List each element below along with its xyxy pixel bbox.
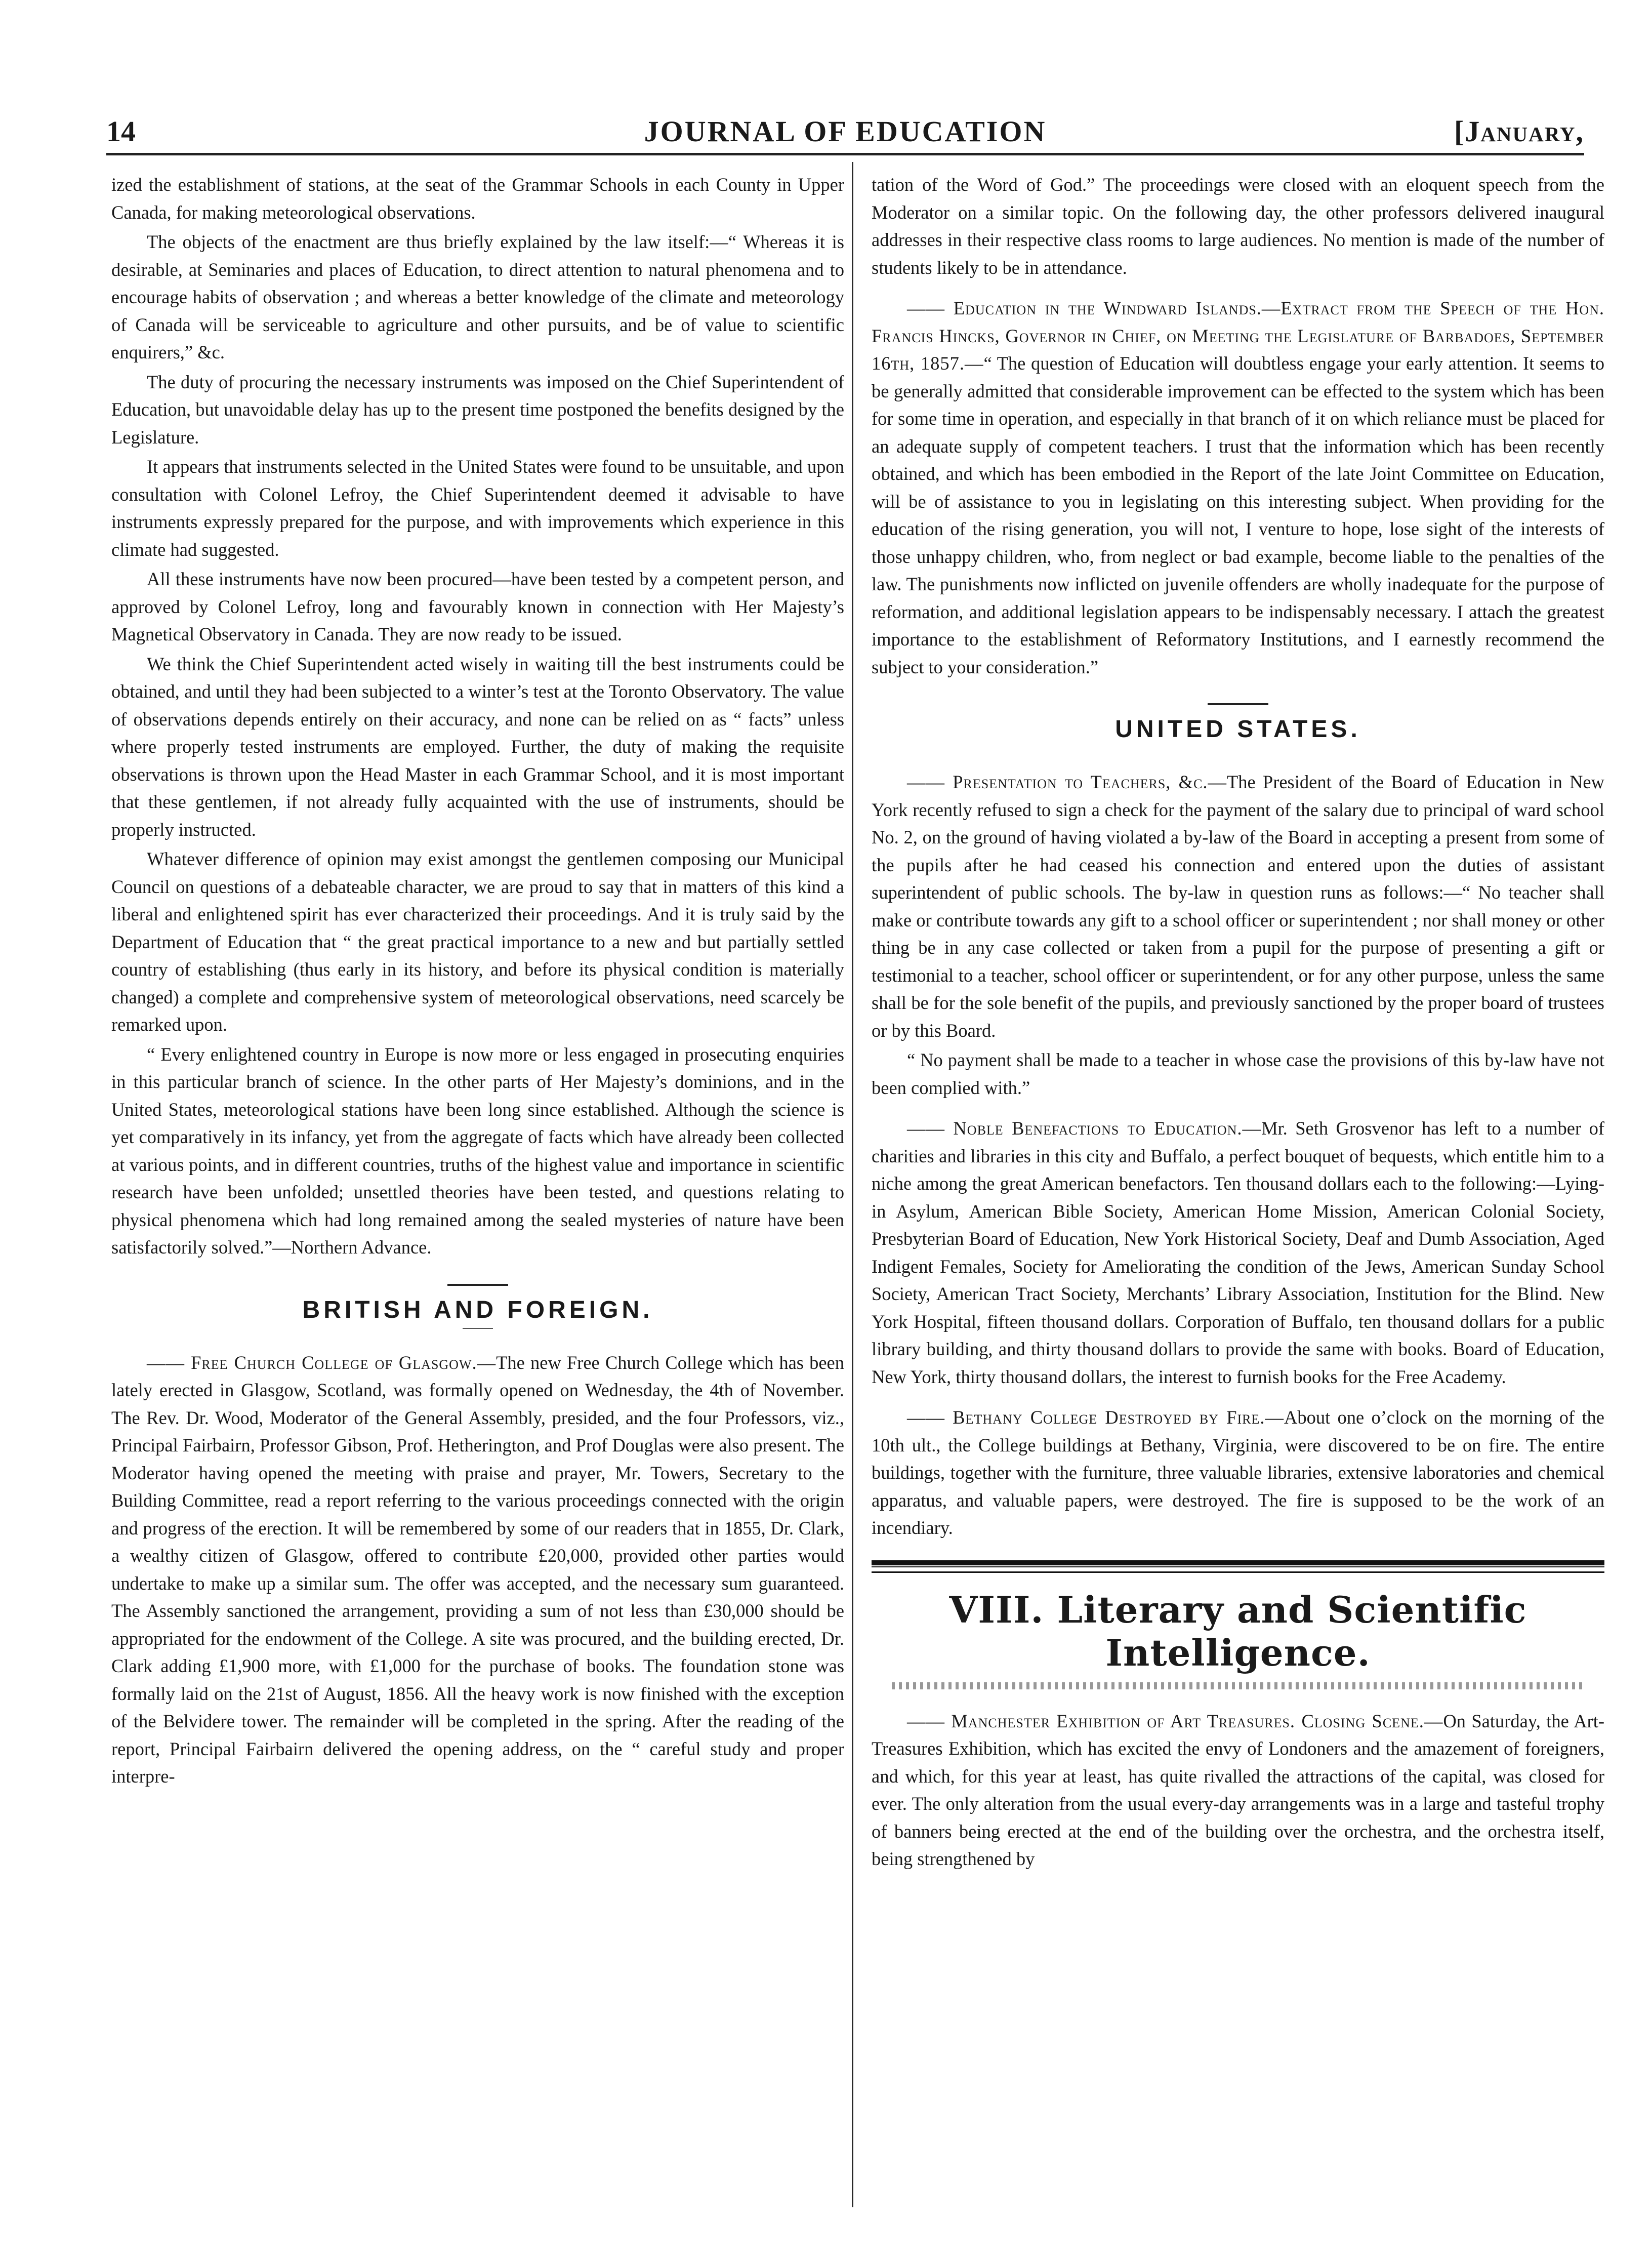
- paragraph: Whatever difference of opinion may exist amongst the gentlemen composing our Municipal Council on questions of a debateable character, we are proud to say that in matters of this kind a liberal and enlightened spirit has ever characterized their proceedings. And it is truly said by the Department of Education that “ the great practical importance to a new and but partially settled country of establishing (thus early in its history, and before its physical condition is materially changed) a complete and comprehensive system of meteorological observations, need scarcely be remarked upon.: [111, 848, 844, 1035]
- journal-title: JOURNAL OF EDUCATION: [644, 115, 1047, 148]
- section-heading-united-states: UNITED STATES.: [1115, 716, 1361, 743]
- article-noble-benefactions: [872, 1115, 1604, 1391]
- article-manchester-exhibition: [872, 1708, 1604, 1873]
- article-text: The President of the Board of Education in New York recently refused to sign a check for the payment of the salary due to principal of ward school No. 2, on the ground of having violated a by-law of the Board in accepting a present from some of the pupils after he had ceased his connection and entered upon the duties of assistant superintendent of public schools. The by-law in question runs as follows:—“ No teacher shall make or contribute towards any gift to a school officer or superintendent ; nor shall money or other thing be in any case collected or taken from a pupil for the purpose of presenting a gift or testimonial to a teacher, school officer or superintendent, or for any other purpose, unless the same shall be for the sole benefit of the pupils, and previously sanctioned by the proper board of trustees or by this Board.: [872, 772, 1604, 1041]
- article-windward-islands: [872, 295, 1604, 681]
- article-text: “ The question of Education will doubtless engage your early attention. It seems to be generally admitted that considerable improvement can be effected to the system which has been for some time in operation, and especially in that branch of it on which reliance must be placed for an adequate supply of competent teachers. I trust that the information which has been recently obtained, and which has been embodied in the Report of the late Joint Committee on Education, will be of assistance to you in legislating on this interesting subject. When providing for the education of the rising generation, you will not, I venture to hope, lose sight of the interests of those unhappy children, who, from neglect or bad example, become liable to the penalties of the law. The punishments now inflicted on juvenile offenders are wholly inadequate for the purpose of reformation, and additional legislation appears to be indispensably necessary. I attach the greatest importance to the establishment of Reformatory Institutions, and I earnestly recommend the subject to your consideration.”: [872, 353, 1604, 677]
- section-rule: [447, 1284, 508, 1286]
- article-presentation-to-teachers: [872, 769, 1604, 1044]
- right-column: [872, 171, 1604, 1873]
- paragraph: ized the establishment of stations, at the seat of the Grammar Schools in each County in Upper Canada, for making meteorological observations.: [111, 174, 844, 223]
- column-divider: [852, 162, 853, 2207]
- double-rule-thin: [872, 1571, 1604, 1573]
- section-rule: [1208, 703, 1268, 705]
- left-column: [111, 171, 844, 1791]
- ornament-rule: [463, 1328, 493, 1329]
- article-bethany-college: [872, 1404, 1604, 1542]
- article-text: The new Free Church College which has been lately erected in Glasgow, Scotland, was formally opened on Wednesday, the 4th of November. The Rev. Dr. Wood, Moderator of the General Assembly, presided, and the four Professors, viz., Principal Fairbairn, Professor Gibson, Prof. Hetherington, and Prof Douglas were also present. The Moderator having opened the meeting with praise and prayer, Mr. Towers, Secretary to the Building Committee, read a report referring to the various proceedings connected with the origin and progress of the erection. It will be remembered by some of our readers that in 1855, Dr. Clark, a wealthy citizen of Glasgow, offered to contribute £20,000, provided other parties would undertake to make up a similar sum. The offer was accepted, and the necessary sum guaranteed. The Assembly sanctioned the arrangement, providing a sum of not less than £30,000 should be appropriated for the endowment of the College. A site was procured, and the building erected, Dr. Clark adding £1,900 more, with £1,000 for the purchase of books. The foundation stone was formally laid on the 21st of August, 1856. All the heavy work is now finished with the exception of the Belvidere tower. The remainder will be completed in the spring. After the reading of the report, Principal Fairbairn delivered the opening address, on the “ careful study and proper interpre-: [111, 1352, 844, 1787]
- article-title: —— Education in the Windward Islands.—Extract from the Speech of the Hon. Francis Hincks, Governor in Chief, on Meeting the Legislature of Barbadoes, September 16th, 1857.—: [872, 298, 1604, 374]
- article-text: On Saturday, the Art-Treasures Exhibition, which has excited the envy of Londoners and the amazement of foreigners, and which, for this year at least, has quite rivalled the attractions of the capital, was closed for ever. The only alteration from the usual every-day arrangements was in a large and tasteful trophy of banners being erected at the end of the building over the orchestra, and the orchestra itself, being strengthened by: [872, 1710, 1605, 1869]
- paragraph: It appears that instruments selected in the United States were found to be unsuitable, and upon consultation with Colonel Lefroy, the Chief Superintendent deemed it advisable to have instruments expressly prepared for the purpose, and with improvements which experience in this climate had suggested.: [111, 456, 844, 560]
- double-rule: [872, 1560, 1604, 1568]
- wavy-rule: [892, 1682, 1584, 1689]
- article-title: —— Manchester Exhibition of Art Treasures. Closing Scene.—: [907, 1710, 1443, 1731]
- page-number: 14: [106, 115, 136, 148]
- header-rule: [106, 153, 1584, 155]
- section-heading-british-foreign: BRITISH AND FOREIGN.: [302, 1296, 653, 1323]
- section-heading-literary-scientific: VIII. Literary and Scientific Intelligence.: [949, 1588, 1527, 1674]
- paragraph: We think the Chief Superintendent acted wisely in waiting till the best instruments could be obtained, and until they had been subjected to a winter’s test at the Toronto Observatory. The value of observations depends entirely on their accuracy, and none can be relied on as “ facts” unless where properly tested instruments are employed. Further, the duty of making the requisite observations is thrown upon the Head Master in each Grammar School, and it is most important that these gentlemen, if not already fully acquainted with the use of instruments, should be properly instructed.: [111, 653, 844, 840]
- paragraph: The duty of procuring the necessary instruments was imposed on the Chief Superintendent of Education, but unavoidable delay has up to the present time postponed the benefits designed by the Legislature.: [111, 371, 844, 448]
- running-header: [106, 110, 1584, 153]
- article-text: Mr. Seth Grosvenor has left to a number of charities and libraries in this city and Buffalo, a perfect bouquet of bequests, which entitle him to a niche among the great American benefactors. Ten thousand dollars each to the following:—Lying-in Asylum, American Bible Society, American Home Mission, American Colonial Society, Presbyterian Board of Education, New York Historical Society, Deaf and Dumb Association, Aged Indigent Females, Society for Ameliorating the condition of the Jews, American Sunday School Society, American Tract Society, Merchants’ Library Association, Institution for the Blind. New York Hospital, fifteen thousand dollars. Corporation of Buffalo, ten thousand dollars for a public library building, and thirty thousand dollars to provide the same with books. Board of Education, New York, thirty thousand dollars, the interest to furnish books for the Free Academy.: [872, 1118, 1604, 1387]
- article-free-church-college: [111, 1349, 844, 1791]
- article-title: —— Bethany College Destroyed by Fire.—: [907, 1407, 1285, 1428]
- paragraph: The objects of the enactment are thus briefly explained by the law itself:—“ Whereas it is desirable, at Seminaries and places of Education, to direct attention to natural phenomena and to encourage habits of observation ; and whereas a better knowledge of the climate and meteorology of Canada will be serviceable to agriculture and other pursuits, and be of value to scientific enquirers,” &c.: [111, 231, 844, 362]
- issue-month: [January,: [1454, 115, 1584, 148]
- article-title: —— Free Church College of Glasgow.—: [147, 1352, 497, 1373]
- article-title: —— Presentation to Teachers, &c.—: [907, 772, 1227, 792]
- article-text: About one o’clock on the morning of the 10th ult., the College buildings at Bethany, Virginia, were discovered to be on fire. The entire buildings, together with the furniture, three valuable libraries, extensive laboratories and chemical apparatus, and valuable papers, were destroyed. The fire is supposed to be the work of an incendiary.: [872, 1407, 1605, 1538]
- article-title: —— Noble Benefactions to Education.—: [907, 1118, 1262, 1139]
- paragraph: “ No payment shall be made to a teacher in whose case the provisions of this by-law have not been complied with.”: [872, 1049, 1604, 1098]
- paragraph: All these instruments have now been procured—have been tested by a competent person, and approved by Colonel Lefroy, long and favourably known in connection with Her Majesty’s Magnetical Observatory in Canada. They are now ready to be issued.: [111, 569, 844, 644]
- paragraph: “ Every enlightened country in Europe is now more or less engaged in prosecuting enquiries in this particular branch of science. In the other parts of Her Majesty’s dominions, and in the United States, meteorological stations have been long since established. Although the science is yet comparatively in its infancy, yet from the aggregate of facts which have already been collected at various points, and in different countries, truths of the highest value and importance in scientific research have been unfolded; unsettled theories have been tested, and questions relating to physical phenomena which had long remained among the sealed mysteries of nature have been satisfactorily solved.”—Northern Advance.: [111, 1043, 844, 1258]
- paragraph: tation of the Word of God.” The proceedings were closed with an eloquent speech from the Moderator on a similar topic. On the following day, the other professors delivered inaugural addresses in their respective class rooms to large audiences. No mention is made of the number of students likely to be in attendance.: [872, 174, 1604, 278]
